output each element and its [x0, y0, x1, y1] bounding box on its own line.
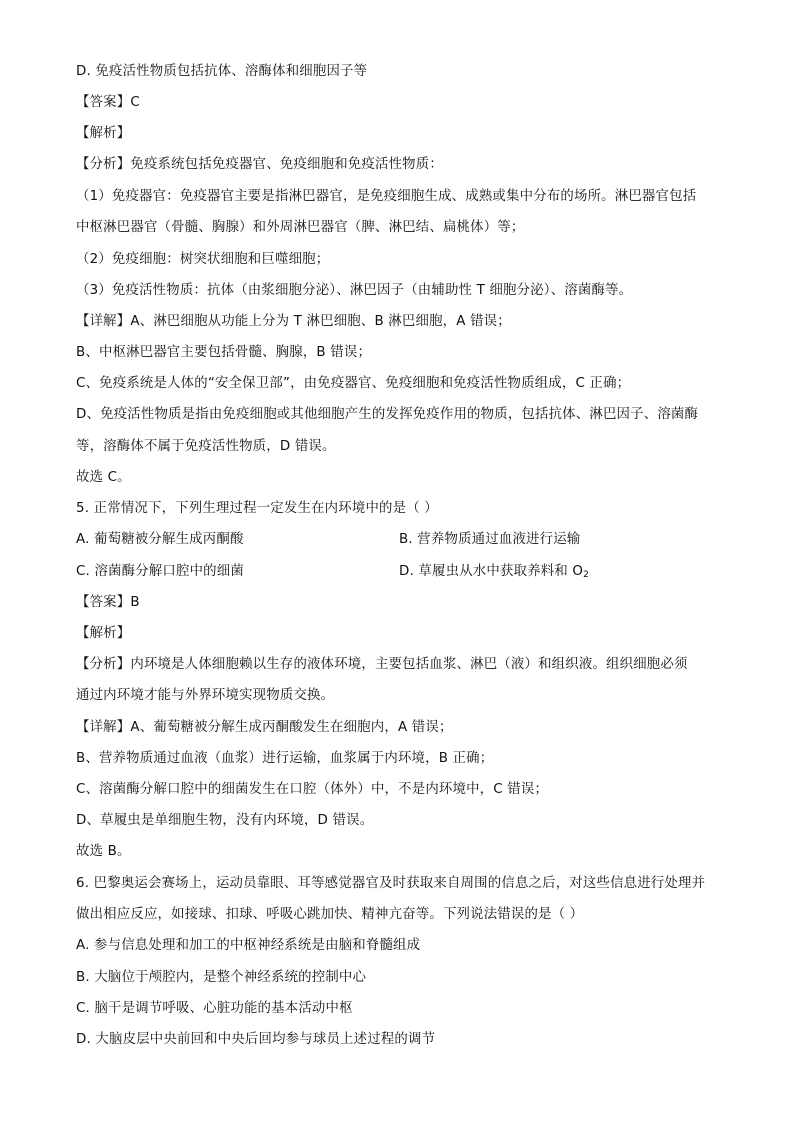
q4-analysis: 【分析】免疫系统包括免疫器官、免疫细胞和免疫活性物质：	[76, 157, 443, 172]
q5-analysis-line2: 通过内环境才能与外界环境实现物质交换。	[76, 688, 335, 703]
q6-stem-line1: 6. 巴黎奥运会赛场上，运动员靠眼、耳等感觉器官及时获取来自周围的信息之后，对这些信息进行处理并	[76, 876, 706, 891]
q6-option-b: B. 大脑位于颅腔内，是整个神经系统的控制中心	[76, 970, 367, 985]
q5-conclusion: 故选 B。	[76, 844, 131, 859]
q5-option-b: B. 营养物质通过血液进行运输	[399, 532, 581, 547]
q4-jiexi-heading: 【解析】	[76, 126, 131, 141]
q5-stem: 5. 正常情况下，下列生理过程一定发生在内环境中的是（ ）	[76, 501, 438, 516]
q5-option-a: A. 葡萄糖被分解生成丙酮酸	[76, 532, 244, 547]
q4-detail-a: 【详解】A、淋巴细胞从功能上分为 T 淋巴细胞、B 淋巴细胞，A 错误；	[76, 314, 511, 329]
q5-detail-d: D、草履虫是单细胞生物，没有内环境，D 错误。	[76, 813, 374, 828]
q4-answer: 【答案】C	[76, 95, 140, 110]
q5-detail-a: 【详解】A、葡萄糖被分解生成丙酮酸发生在细胞内，A 错误；	[76, 720, 453, 735]
q4-point1-line2: 中枢淋巴器官（骨髓、胸腺）和外周淋巴器官（脾、淋巴结、扁桃体）等；	[76, 220, 525, 235]
q4-detail-d-line1: D、免疫活性物质是指由免疫细胞或其他细胞产生的发挥免疫作用的物质，包括抗体、淋巴因子、溶菌酶	[76, 407, 699, 422]
q6-option-a: A. 参与信息处理和加工的中枢神经系统是由脑和脊髓组成	[76, 938, 421, 953]
q4-detail-d-line2: 等，溶酶体不属于免疫活性物质，D 错误。	[76, 439, 336, 454]
q6-stem-line2: 做出相应反应，如接球、扣球、呼吸心跳加快、精神亢奋等。下列说法错误的是（ ）	[76, 907, 584, 922]
q5-answer: 【答案】B	[76, 595, 140, 610]
q5-option-d	[399, 562, 589, 585]
q5-option-c: C. 溶菌酶分解口腔中的细菌	[76, 564, 244, 579]
q4-detail-c: C、免疫系统是人体的“安全保卫部”，由免疫器官、免疫细胞和免疫活性物质组成，C 正确；	[76, 376, 631, 391]
q5-jiexi-heading: 【解析】	[76, 626, 131, 641]
q5-option-d-text: D. 草履虫从水中获取养料和 O	[399, 564, 584, 579]
q4-point3: （3）免疫活性物质：抗体（由浆细胞分泌）、淋巴因子（由辅助性 T 细胞分泌）、溶菌酶等。	[76, 283, 633, 298]
q4-detail-b: B、中枢淋巴器官主要包括骨髓、胸腺，B 错误；	[76, 345, 372, 360]
q5-analysis-line1: 【分析】内环境是人体细胞赖以生存的液体环境，主要包括血浆、淋巴（液）和组织液。组织细胞必须	[76, 657, 688, 672]
q4-point1-line1: （1）免疫器官：免疫器官主要是指淋巴器官，是免疫细胞生成、成熟或集中分布的场所。淋巴器官包括	[76, 189, 697, 204]
q4-point2: （2）免疫细胞：树突状细胞和巨噬细胞；	[76, 252, 330, 267]
q4-option-d: D. 免疫活性物质包括抗体、溶酶体和细胞因子等	[76, 64, 368, 79]
q6-option-c: C. 脑干是调节呼吸、心脏功能的基本活动中枢	[76, 1001, 353, 1016]
q5-detail-c: C、溶菌酶分解口腔中的细菌发生在口腔（体外）中，不是内环境中，C 错误；	[76, 782, 549, 797]
q5-detail-b: B、营养物质通过血液（血浆）进行运输，血浆属于内环境，B 正确；	[76, 751, 494, 766]
q6-option-d: D. 大脑皮层中央前回和中央后回均参与球员上述过程的调节	[76, 1032, 436, 1047]
q5-option-d-subscript: 2	[583, 570, 590, 580]
q4-conclusion: 故选 C。	[76, 470, 131, 485]
